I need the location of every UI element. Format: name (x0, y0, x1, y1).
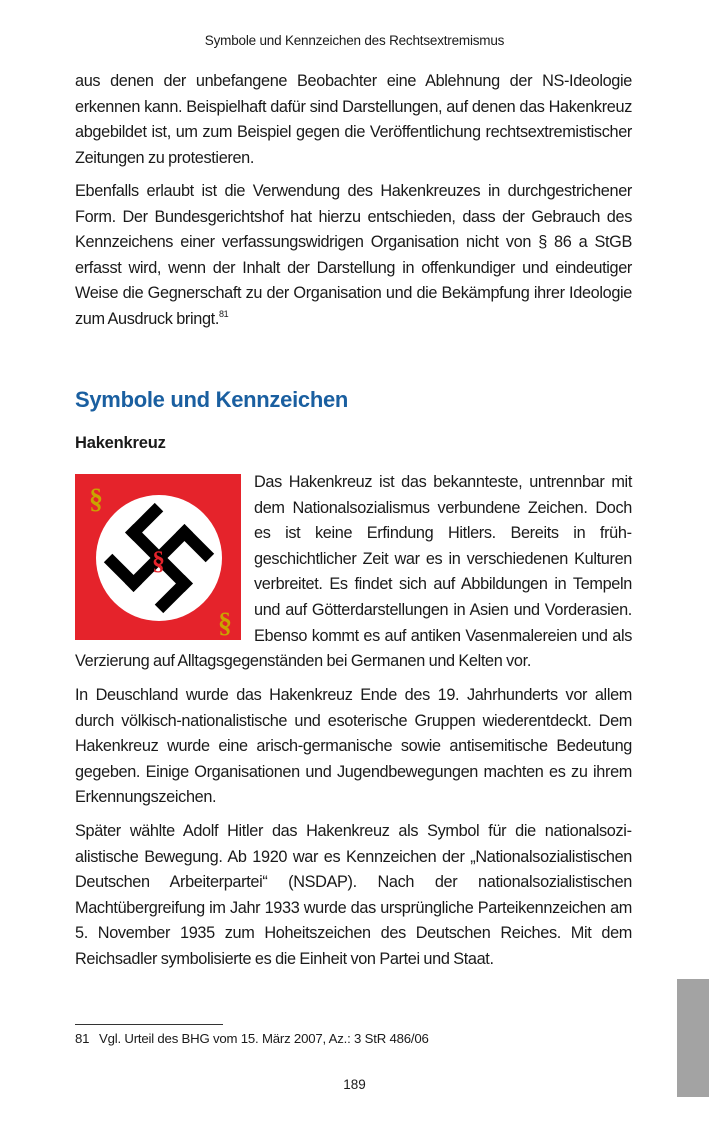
footnote-divider (75, 1024, 223, 1025)
footnote-number: 81 (75, 1031, 90, 1046)
paragraph-5: Später wählte Adolf Hitler das Hakenkreuz als Symbol für die nationalsozialistische Bewegung. Ab 1920 war es Kennzeichen der „Nationalsozialistischen Deutschen Arbeiterpartei“ (NSDAP). Nach der nationalsozialistischen Machtübergreifung im Jahr 1933 wurde das ursprüngliche Parteikennzeichen am 5. November 1935 zum Hoheitszeichen des Deutschen Reiches. Mit dem Reichsadler symbolisierte es die Einheit von Partei und Staat. (75, 822, 632, 969)
paragraph-2 (75, 179, 632, 333)
sub-heading: Hakenkreuz (75, 434, 166, 452)
text-block-1 (75, 69, 632, 180)
section-heading: Symbole und Kennzeichen (75, 387, 349, 412)
paragraph-mark-center: § (152, 546, 165, 575)
footnote-reference[interactable]: 81 (219, 308, 229, 319)
paragraph-3: Das Hakenkreuz ist das bekannteste, untrennbar mit dem Nationalsozialismus verbundene Zeichen. Doch es ist keine Erfindung Hitlers. Bereits in frühgeschichtlicher Zeit war es in verschiedenen Kulturen verbreitet. Es findet sich auf Abbildungen in Tempeln und auf Götterdarstellungen in Asien und Vorderasien. Ebenso kommt es auf antiken Vasenmalereien und als Verzierung auf Alltagsgegenständen bei Germanen und Kelten vor. (75, 473, 632, 671)
paragraph-mark-bottom-right: § (218, 608, 232, 639)
paragraph-1: aus denen der unbefangene Beobachter eine Ablehnung der NS-Ideologie erkennen kann. Beispielhaft dafür sind Darstellungen, auf denen das Hakenkreuz abgebildet ist, um zum Beispiel gegen die Veröffentlichung rechtsextremistischer Zeitungen zu protestieren. (75, 72, 632, 167)
footnote-text: Vgl. Urteil des BHG vom 15. März 2007, Az.: 3 StR 486/06 (99, 1031, 429, 1046)
footnote (75, 1031, 429, 1046)
figure-spacer (75, 470, 254, 644)
thumb-index-tab (677, 979, 709, 1097)
paragraph-4: In Deuschland wurde das Hakenkreuz Ende des 19. Jahrhunderts vor allem durch völkisch-nationalistische und esoterische Gruppen wiederentdeckt. Dem Hakenkreuz wurde eine arisch-germanische sowie antisemitische Bedeutung gegeben. Einige Organisationen und Jugendbewegungen machten es zu ihrem Erkennungszeichen. (75, 685, 632, 807)
page-number: 189 (343, 1077, 366, 1092)
running-header: Symbole und Kennzeichen des Rechtsextremismus (204, 33, 505, 48)
text-block-2 (75, 179, 632, 341)
text-block-3 (75, 470, 632, 981)
paragraph-2-text: Ebenfalls erlaubt ist die Verwendung des Hakenkreuzes in durchgestrichener Form. Der Bundesgerichtshof hat hierzu entschieden, dass der Gebrauch des Kennzeichens einer verfassungswidrigen Organisation nicht von § 86 a StGB erfasst wird, wenn der Inhalt der Darstellung in offenkundiger und eindeutiger Weise die Gegnerschaft zu der Organisation und die Bekämpfung ihrer Ideologie zum Ausdruck bringt. (75, 182, 632, 328)
paragraph-mark-top-left: § (89, 484, 103, 515)
